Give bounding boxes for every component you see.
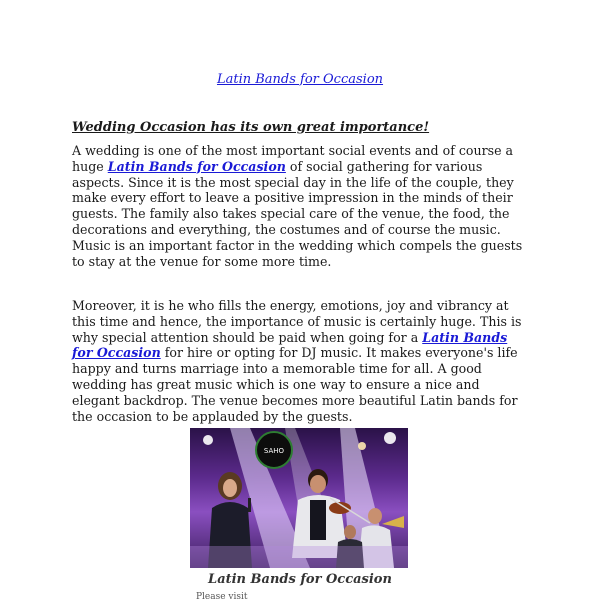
section-heading: Wedding Occasion has its own great importance! (72, 120, 430, 135)
paragraph-1-text-end: of social gathering for various aspects. Since it is the most special day in the life of the couple, they make every effort to leave a positive impression in the minds of their guests. The family also takes special care of the venue, the food, the decorations and everything, the costumes and of course the music. Music is an important factor in the wedding which compels the guests to stay at the venue for some more time. (72, 158, 523, 269)
page-title[interactable]: Latin Bands for Occasion (216, 72, 384, 87)
paragraph-1-link[interactable]: Latin Bands for Occasion (107, 158, 286, 174)
band-photo-illustration (190, 428, 408, 568)
logo-text: SAHO (263, 447, 285, 455)
photo-caption: Latin Bands for Occasion (208, 572, 392, 587)
paragraph-2-text-start: Moreover, it is he who fills the energy, emotions, joy and vibrancy at this time and hence, the importance of music is certainly huge. This is why special attention should be paid when going for a (72, 298, 522, 345)
paragraph-2-text-end: for hire or opting for DJ music. It makes everyone's life happy and turns marriage into a memorable time for all. A good wedding has great music which is one way to ensure a nice and elegant backdrop. The venue becomes more beautiful Latin bands for the occasion to be applauded by the guests. (72, 345, 518, 424)
band-logo (256, 432, 292, 468)
cut-off-text: Please visit (196, 592, 248, 602)
paragraph-1-text-start: A wedding is one of the most important social events and of course a huge (72, 143, 514, 174)
paragraph-2-link[interactable]: Latin Bands for Occasion (72, 329, 508, 361)
paragraph-1 (72, 143, 528, 269)
band-photo (190, 428, 408, 568)
paragraph-2 (72, 298, 528, 424)
